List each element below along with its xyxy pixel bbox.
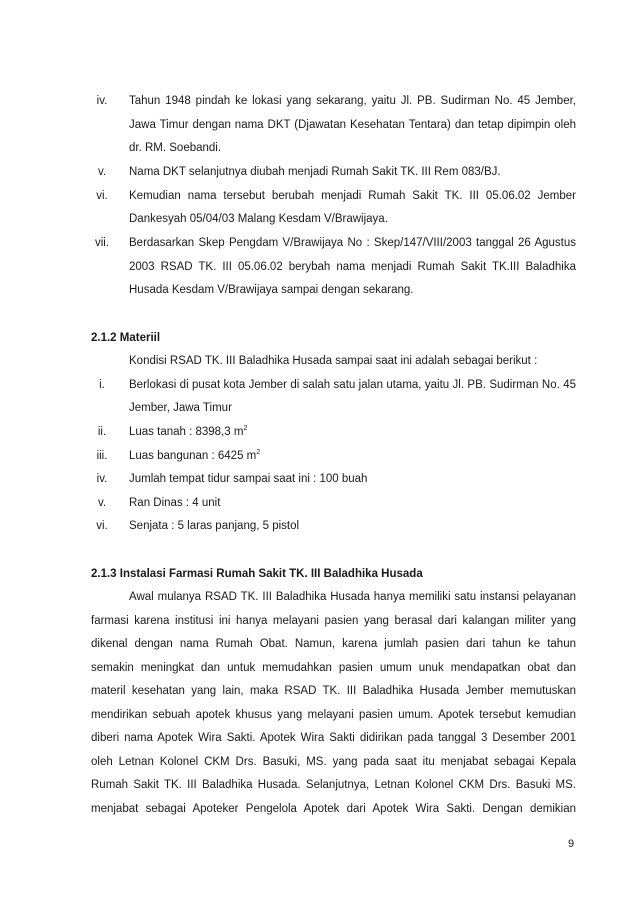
list-item-line: Tahun 1948 pindah ke lokasi yang sekarang, yaitu Jl. PB. Sudirman No. 45 Jember, (129, 95, 576, 107)
paragraph-line: menjabat sebagai Apoteker Pengelola Apotek dari Apotek Wira Sakti. Dengan demikian (91, 803, 576, 815)
list-number: i. (99, 379, 105, 391)
page-number: 9 (568, 838, 575, 850)
list-number: v. (97, 497, 107, 509)
list-item-line: Berdasarkan Skep Pengdam V/Brawijaya No : Skep/147/VIII/2003 tanggal 26 Agustus (129, 237, 576, 249)
list-item-line: Kemudian nama tersebut berubah menjadi Rumah Sakit TK. III 05.06.02 Jember (129, 190, 576, 202)
list-item-line: Ran Dinas : 4 unit (129, 497, 221, 509)
list-item-line: Berlokasi di pusat kota Jember di salah satu jalan utama, yaitu Jl. PB. Sudirman No. 45 (129, 379, 576, 391)
superscript: 2 (256, 449, 261, 456)
paragraph-line: Rumah Sakit TK. III Baladhika Husada. Selanjutnya, Letnan Kolonel CKM Drs. Basuki MS. (91, 779, 576, 791)
paragraph-line: mendirikan sebuah apotek khusus yang melayani pasien umum. Apotek tersebut kemudian (91, 709, 576, 721)
paragraph-line: farmasi karena institusi ini hanya melayani pasien yang berasal dari kalangan militer yang (91, 615, 576, 627)
section-heading-farmasi: 2.1.3 Instalasi Farmasi Rumah Sakit TK. III Baladhika Husada (91, 568, 423, 580)
list-number: vi. (96, 190, 108, 202)
list-number: iii. (96, 450, 108, 462)
paragraph-line: oleh Letnan Kolonel CKM Drs. Basuki, MS. yang pada saat itu menjabat sebagai Kepala (91, 756, 576, 768)
list-number: vii. (94, 237, 110, 249)
superscript: 2 (243, 425, 248, 432)
materiil-intro: Kondisi RSAD TK. III Baladhika Husada sampai saat ini adalah sebagai berikut : (129, 355, 538, 367)
list-item-line: Luas tanah : 8398,3 $m^2$ (129, 425, 248, 438)
list-number: vi. (96, 520, 108, 532)
list-item-line: Husada Kesdam V/Brawijaya sampai dengan sekarang. (129, 284, 414, 296)
list-item-line: Jawa Timur dengan nama DKT (Djawatan Kesehatan Tentara) dan tetap dipimpin oleh (129, 119, 576, 131)
list-number: iv. (96, 473, 108, 485)
list-item-line: Jember, Jawa Timur (129, 402, 232, 414)
paragraph-line: semakin meningkat dan untuk memudahkan pasien umum unuk mendapatkan obat dan (91, 662, 576, 674)
list-number: ii. (97, 426, 107, 438)
paragraph-line: Awal mulanya RSAD TK. III Baladhika Husada hanya memiliki satu instansi pelayanan (129, 591, 576, 603)
list-item-line: Luas bangunan : 6425 $m^2$ (129, 449, 261, 462)
section-heading-materiil: 2.1.2 Materiil (91, 332, 161, 344)
list-item-line: 2003 RSAD TK. III 05.06.02 berybah nama menjadi Rumah Sakit TK.III Baladhika (129, 261, 576, 273)
paragraph-line: diberi nama Apotek Wira Sakti. Apotek Wira Sakti didirikan pada tanggal 3 Desember 2001 (91, 732, 576, 744)
paragraph-line: dikenal dengan nama Rumah Obat. Namun, karena jumlah pasien dari tahun ke tahun (91, 638, 576, 650)
list-item-line: Jumlah tempat tidur sampai saat ini : 100 buah (129, 473, 368, 485)
list-item-line: Senjata : 5 laras panjang, 5 pistol (129, 520, 300, 532)
list-item-line: Nama DKT selanjutnya diubah menjadi Rumah Sakit TK. III Rem 083/BJ. (129, 166, 501, 178)
list-item-line: Dankesyah 05/04/03 Malang Kesdam V/Brawijaya. (129, 213, 388, 225)
list-number: iv. (96, 95, 108, 107)
list-number: v. (97, 166, 107, 178)
list-item-line: dr. RM. Soebandi. (129, 142, 222, 154)
paragraph-line: materil kesehatan yang lain, maka RSAD TK. III Baladhika Husada Jember memutuskan (91, 685, 576, 697)
